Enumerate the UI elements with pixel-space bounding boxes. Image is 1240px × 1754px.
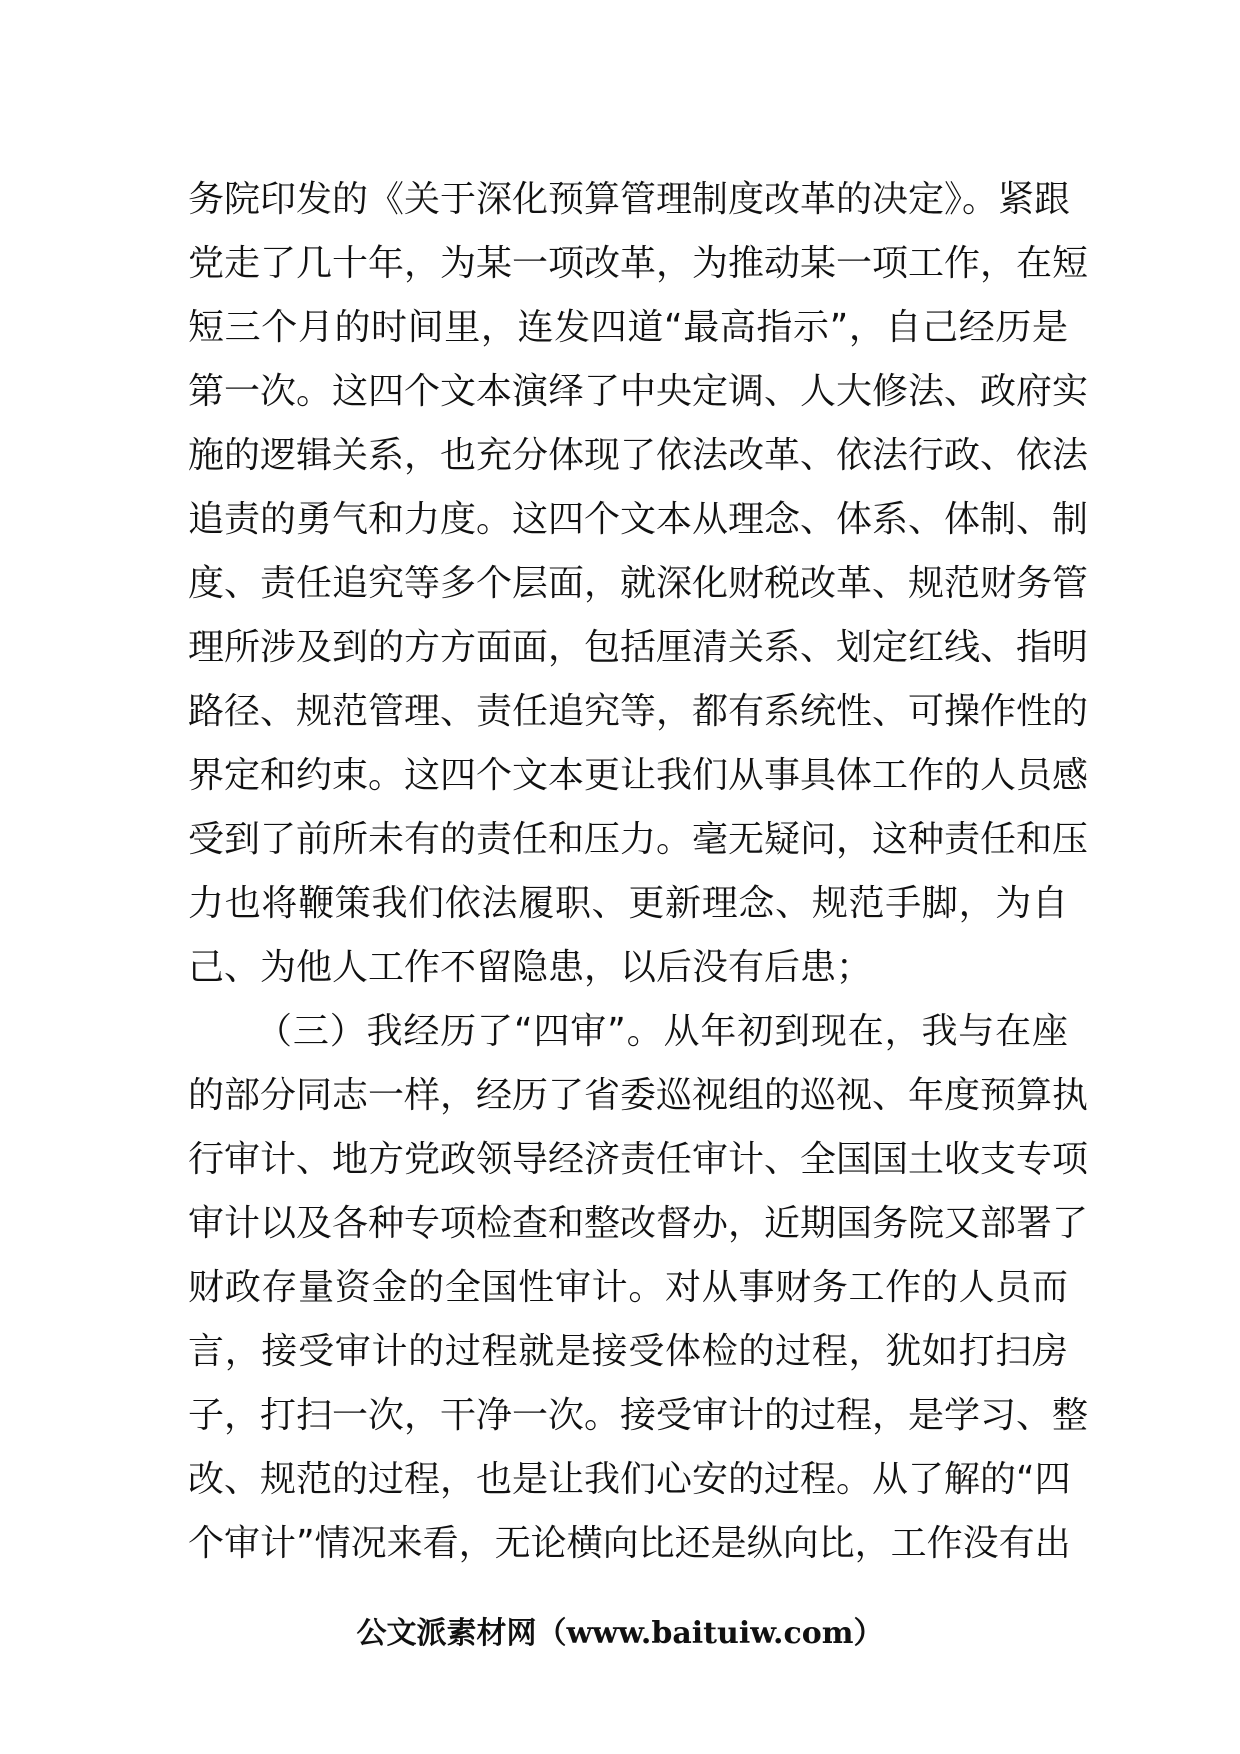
text-line: 受到了前所未有的责任和压力。毫无疑问，这种责任和压: [188, 819, 1089, 860]
text-line: 行审计、地方党政领导经济责任审计、全国国土收支专项: [188, 1139, 1089, 1180]
text-line: 路径、规范管理、责任追究等，都有系统性、可操作性的: [188, 691, 1089, 732]
text-line: 追责的勇气和力度。这四个文本从理念、体系、体制、制: [188, 499, 1089, 540]
body-text: [188, 174, 1089, 1582]
paragraph-end-line: 己、为他人工作不留隐患，以后没有后患；: [188, 947, 873, 988]
text-line: 审计以及各种专项检查和整改督办，近期国务院又部署了: [188, 1203, 1089, 1244]
text-line: 理所涉及到的方方面面，包括厘清关系、划定红线、指明: [188, 627, 1089, 668]
text-line: 改、规范的过程，也是让我们心安的过程。从了解的“四: [188, 1459, 1071, 1500]
text-line: 力也将鞭策我们依法履职、更新理念、规范手脚，为自: [188, 883, 1068, 924]
text-line: 的部分同志一样，经历了省委巡视组的巡视、年度预算执: [188, 1075, 1089, 1116]
text-line: 短三个月的时间里，连发四道“最高指示”，自己经历是: [188, 307, 1068, 348]
section-heading-line: （三）我经历了“四审”。从年初到现在，我与在座: [256, 1011, 1068, 1052]
text-line: 界定和约束。这四个文本更让我们从事具体工作的人员感: [188, 755, 1089, 796]
text-line: 第一次。这四个文本演绎了中央定调、人大修法、政府实: [188, 371, 1089, 412]
text-line: 度、责任追究等多个层面，就深化财税改革、规范财务管: [188, 563, 1089, 604]
footer-watermark: 公文派素材网（www.baituiw.com）: [356, 1616, 884, 1651]
text-line: 施的逻辑关系，也充分体现了依法改革、依法行政、依法: [188, 435, 1089, 476]
text-line: 党走了几十年，为某一项改革，为推动某一项工作，在短: [188, 243, 1089, 284]
text-line: 财政存量资金的全国性审计。对从事财务工作的人员而: [188, 1267, 1068, 1308]
text-line: 子，打扫一次，干净一次。接受审计的过程，是学习、整: [188, 1395, 1089, 1436]
text-line: 言，接受审计的过程就是接受体检的过程，犹如打扫房: [188, 1331, 1068, 1372]
text-line: 务院印发的《关于深化预算管理制度改革的决定》。紧跟: [188, 179, 1071, 220]
text-line: 个审计”情况来看，无论横向比还是纵向比，工作没有出: [188, 1523, 1071, 1564]
